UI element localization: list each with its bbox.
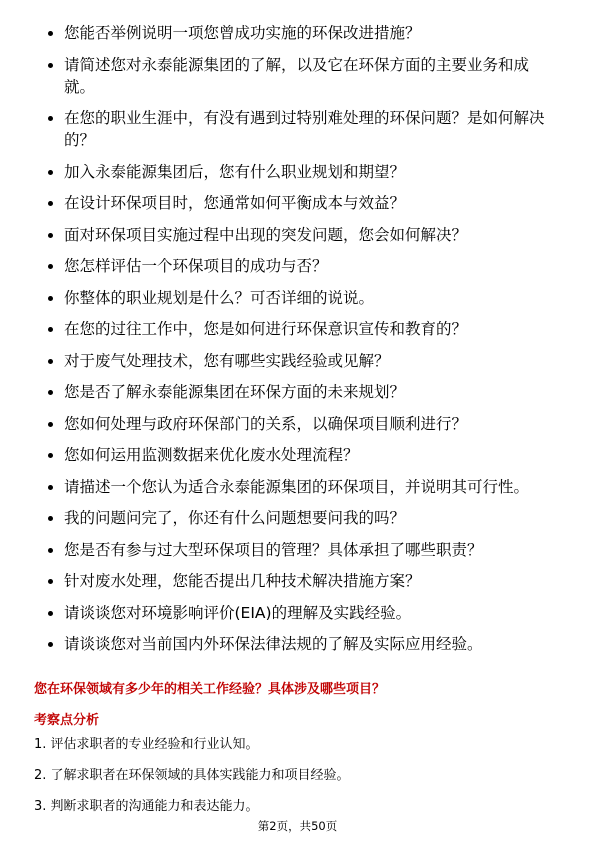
- list-item: [64, 107, 550, 151]
- question-text: 您是否有参与过大型环保项目的管理？具体承担了哪些职责？: [64, 540, 483, 559]
- list-item: [64, 602, 550, 624]
- list-item: [64, 633, 550, 655]
- list-item: [64, 318, 550, 340]
- question-text: 在您的职业生涯中，有没有遇到过特别难处理的环保问题？是如何解决的？: [64, 109, 545, 149]
- bullet-icon: [48, 296, 53, 301]
- analysis-section-title: 考察点分析: [34, 713, 100, 728]
- bullet-icon: [48, 642, 53, 647]
- question-text: 请谈谈您对当前国内外环保法律法规的了解及实际应用经验。: [64, 635, 483, 653]
- bullet-icon: [48, 116, 53, 121]
- bullet-icon: [48, 516, 53, 521]
- bullet-icon: [48, 327, 53, 332]
- list-item: [64, 54, 550, 98]
- analysis-item: 2. 了解求职者在环保领域的具体实践能力和项目经验。: [34, 768, 350, 783]
- bullet-icon: [48, 422, 53, 427]
- bullet-icon: [48, 611, 53, 616]
- page-number-footer: 第2页，共50页: [257, 819, 338, 833]
- question-text: 您是否了解永泰能源集团在环保方面的未来规划？: [64, 383, 406, 401]
- question-text: 您怎样评估一个环保项目的成功与否？: [64, 257, 328, 275]
- list-item: [64, 570, 550, 592]
- question-text: 你整体的职业规划是什么？可否详细的说说。: [64, 288, 375, 307]
- list-item: [64, 22, 550, 44]
- question-text: 我的问题问完了，你还有什么问题想要问我的吗？: [64, 509, 406, 527]
- list-item: [64, 444, 550, 466]
- question-text: 在您的过往工作中，您是如何进行环保意识宣传和教育的？: [64, 320, 468, 338]
- list-item: [64, 255, 550, 277]
- bullet-icon: [48, 31, 53, 36]
- list-item: [64, 539, 550, 561]
- list-item: [64, 476, 550, 498]
- question-text: 请简述您对永泰能源集团的了解，以及它在环保方面的主要业务和成就。: [64, 55, 530, 96]
- list-item: [64, 507, 550, 529]
- bullet-icon: [48, 390, 53, 395]
- analysis-item: 3. 判断求职者的沟通能力和表达能力。: [34, 799, 259, 814]
- list-item: [64, 161, 550, 183]
- bullet-icon: [48, 579, 53, 584]
- question-text: 请描述一个您认为适合永泰能源集团的环保项目，并说明其可行性。: [64, 477, 530, 496]
- question-text: 您如何处理与政府环保部门的关系，以确保项目顺利进行？: [64, 414, 468, 433]
- bullet-icon: [48, 485, 53, 490]
- question-text: 在设计环保项目时，您通常如何平衡成本与效益？: [64, 194, 406, 212]
- bullet-icon: [48, 453, 53, 458]
- bullet-icon: [48, 63, 53, 68]
- analysis-item: 1. 评估求职者的专业经验和行业认知。: [34, 737, 259, 752]
- bullet-icon: [48, 170, 53, 175]
- list-item: [64, 413, 550, 435]
- analysis-list: [34, 736, 350, 829]
- bullet-icon: [48, 359, 53, 364]
- list-item: [64, 287, 550, 309]
- bullet-icon: [48, 264, 53, 269]
- question-text: 面对环保项目实施过程中出现的突发问题，您会如何解决？: [64, 225, 468, 244]
- question-text: 您如何运用监测数据来优化废水处理流程？: [64, 446, 359, 464]
- bullet-icon: [48, 233, 53, 238]
- question-text: 加入永泰能源集团后，您有什么职业规划和期望？: [64, 162, 406, 181]
- bullet-icon: [48, 548, 53, 553]
- question-text: 对于废气处理技术，您有哪些实践经验或见解？: [64, 351, 390, 370]
- list-item: [64, 350, 550, 372]
- question-text: 您能否举例说明一项您曾成功实施的环保改进措施？: [64, 24, 421, 42]
- list-item: [64, 224, 550, 246]
- question-text: 请谈谈您对环境影响评价(EIA)的理解及实践经验。: [64, 603, 412, 622]
- bullet-icon: [48, 201, 53, 206]
- list-item: [64, 381, 550, 403]
- interview-question-list: [0, 22, 595, 665]
- highlighted-question-heading: 您在环保领域有多少年的相关工作经验？具体涉及哪些项目？: [34, 682, 386, 697]
- list-item: [64, 192, 550, 214]
- question-text: 针对废水处理，您能否提出几种技术解决措施方案？: [64, 572, 421, 590]
